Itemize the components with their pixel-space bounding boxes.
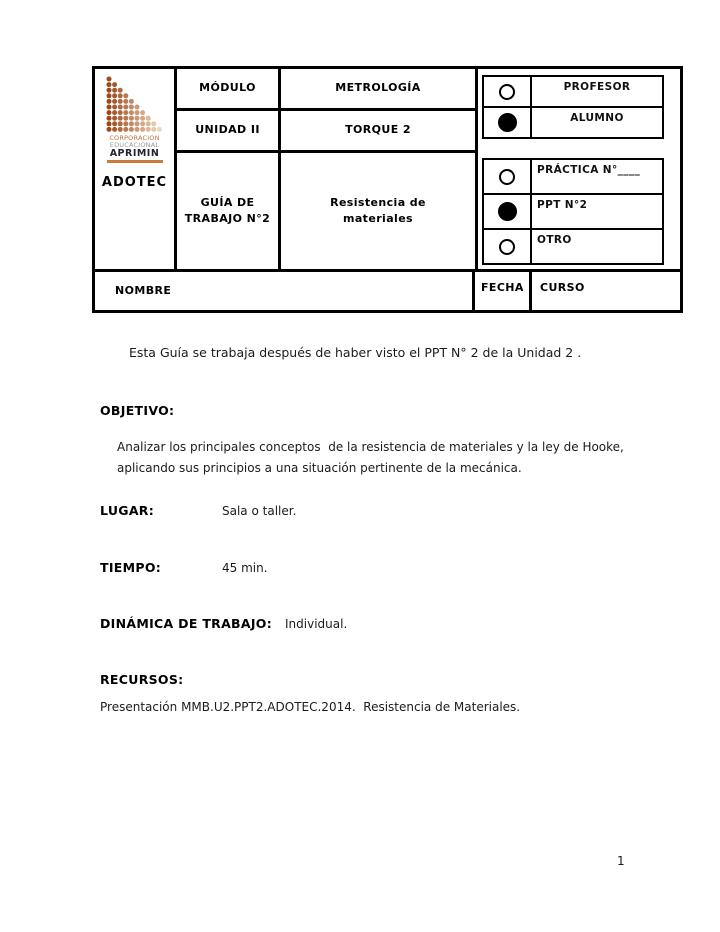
- nombre-cell: [95, 272, 475, 310]
- logo-cell: [95, 69, 177, 269]
- fecha-label: FECHA: [481, 281, 524, 294]
- profesor-radio-icon: [499, 84, 515, 100]
- practica-radio-icon: [499, 169, 515, 185]
- row-modulo: [177, 69, 475, 111]
- dinamica-value: Individual.: [285, 617, 348, 631]
- header-mid-columns: [177, 69, 478, 269]
- tiempo-value: 45 min.: [222, 561, 268, 575]
- curso-cell: [532, 272, 680, 310]
- logo-org-line1: CORPORACION: [109, 134, 160, 142]
- recursos-value: Presentación MMB.U2.PPT2.ADOTEC.2014. Resistencia de Materiales.: [100, 700, 521, 714]
- material-row-practica: [484, 160, 662, 195]
- cell-modulo-label: [177, 69, 281, 108]
- dinamica-label: DINÁMICA DE TRABAJO:: [100, 616, 273, 631]
- practica-check-cell: [484, 160, 532, 193]
- cell-unidad-label: [177, 111, 281, 150]
- objetivo-line1: Analizar los principales conceptos de la resistencia de materiales y la ley de Hooke,: [117, 440, 624, 454]
- lugar-label: LUGAR:: [100, 503, 155, 518]
- unidad-value: TORQUE 2: [345, 123, 411, 137]
- profesor-label: PROFESOR: [563, 81, 631, 93]
- material-box: [482, 158, 664, 265]
- cell-modulo-value: [281, 69, 475, 108]
- header-right-column: [478, 69, 680, 269]
- logo-org-line2: EDUCACIONAL: [109, 140, 160, 149]
- material-row-ppt: [484, 195, 662, 230]
- logo-org-text: [107, 135, 163, 163]
- audience-row-profesor: [484, 77, 662, 108]
- profesor-check-cell: [484, 77, 532, 106]
- fecha-cell: [475, 272, 532, 310]
- recursos-label: RECURSOS:: [100, 672, 184, 687]
- header-table: [92, 66, 683, 313]
- alumno-check-cell: [484, 108, 532, 137]
- ppt-label: PPT N°2: [537, 199, 588, 211]
- unidad-label: UNIDAD II: [195, 123, 260, 137]
- row-unidad: [177, 111, 475, 153]
- material-row-otro: [484, 230, 662, 263]
- logo-org-line3: APRIMIN: [109, 147, 160, 159]
- modulo-label: MÓDULO: [199, 81, 256, 95]
- intro-text: Esta Guía se trabaja después de haber visto el PPT N° 2 de la Unidad 2 .: [129, 345, 582, 360]
- practica-label: PRÁCTICA N°____: [537, 164, 641, 176]
- header-top: [95, 69, 680, 269]
- adotec-label: ADOTEC: [101, 174, 168, 190]
- objetivo-paragraph: [117, 437, 624, 479]
- otro-label: OTRO: [537, 234, 572, 246]
- cell-guia-label: [177, 153, 281, 269]
- lugar-value: Sala o taller.: [222, 504, 297, 518]
- cell-guia-value: [281, 153, 475, 269]
- objetivo-line2: aplicando sus principios a una situación pertinente de la mecánica.: [117, 461, 522, 475]
- modulo-value: METROLOGÍA: [335, 81, 421, 95]
- header-bottom-row: [95, 269, 680, 310]
- nombre-label: NOMBRE: [115, 283, 172, 297]
- ppt-radio-icon: [498, 202, 517, 221]
- otro-check-cell: [484, 230, 532, 263]
- audience-box: [482, 75, 664, 139]
- logo-accent-bar: [107, 160, 163, 163]
- alumno-radio-icon: [498, 113, 517, 132]
- row-guia: [177, 153, 475, 269]
- page-number: 1: [617, 854, 625, 868]
- ppt-check-cell: [484, 195, 532, 228]
- guia-value: Resistencia de materiales: [330, 195, 426, 225]
- tiempo-label: TIEMPO:: [100, 560, 162, 575]
- objetivo-label: OBJETIVO:: [100, 403, 175, 418]
- alumno-label: ALUMNO: [570, 112, 624, 124]
- guia-label: GUÍA DE TRABAJO N°2: [184, 195, 271, 225]
- cell-unidad-value: [281, 111, 475, 150]
- otro-radio-icon: [499, 239, 515, 255]
- audience-row-alumno: [484, 108, 662, 137]
- curso-label: CURSO: [540, 281, 585, 294]
- aprimin-logo-icon: [106, 76, 164, 134]
